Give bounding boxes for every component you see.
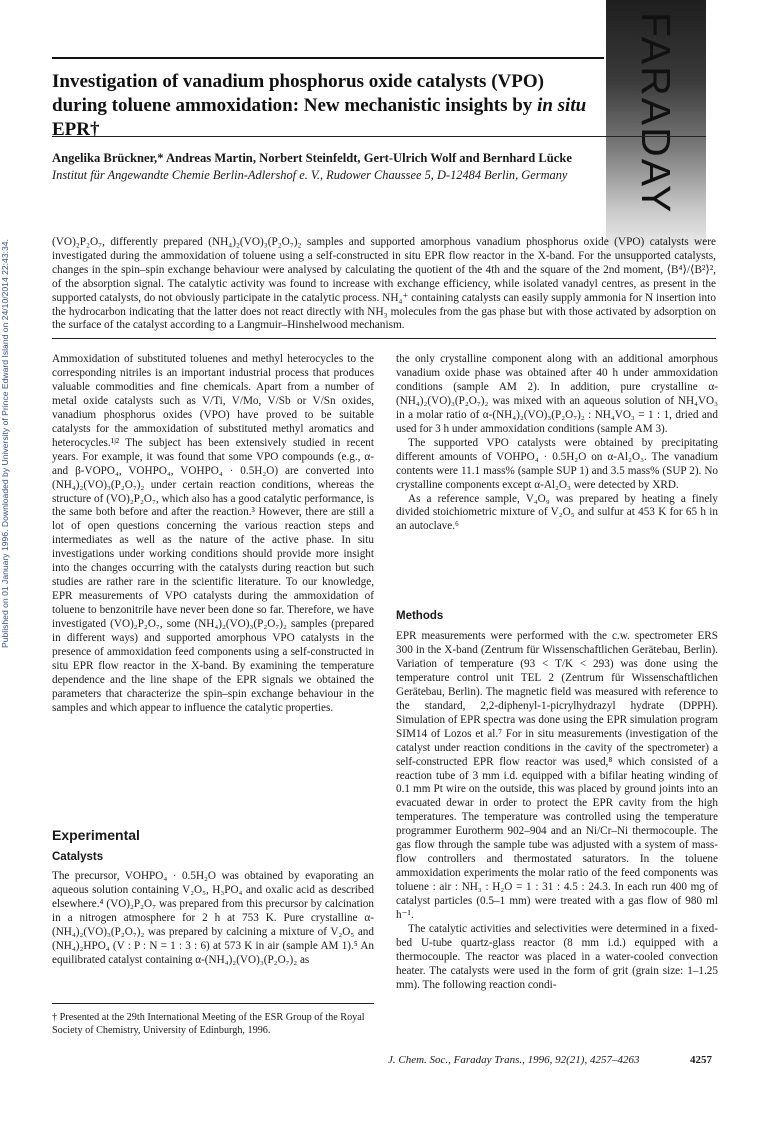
page-number: 4257 [690,1054,712,1066]
intro-paragraph: Ammoxidation of substituted toluenes and methyl heterocycles to the corresponding nitriles is an important industrial process that produces valuable commodities and fine chemicals. Apart from a number of metal oxide catalysts such as V/Ti, V/Mo, V/Sb or V/Sn oxides, vanadium phosphorus oxides (VPO) have proved to be suitable catalysts for the ammoxidation of substituted methyl aromatics and heterocycles.¹ʲ² The subject has been extensively studied in recent years. For example, it was found that some VPO compounds (e.g., α- and β-VOPO₄, VOHPO₄, VOHPO₄ · 0.5H₂O) are converted into (NH₄)₂(VO)₃(P₂O₇)₂ under certain reaction conditions, whereas the structure of (VO)₂P₂O₇, which also has a good catalytic performance, is the same both before and after the reaction.³ However, there are still a lot of open questions concerning the various reaction steps and intermediates as well as the nature of the active phase. In situ investigations under working conditions should provide more insight into the changes occurring with the catalysts during reaction but such studies are rather rare in the scientific literature. To our knowledge, EPR measurements of VPO catalysts during the ammoxidation of toluene to benzonitrile have never been done so far. Therefore, we have investigated (VO)₂P₂O₇, some (NH₄)₂(VO)₃(P₂O₇)₂ samples (prepared in different ways) and supported amorphous VPO catalysts in the presence of ammoxidation feed components using a self-constructed in situ EPR flow reactor in the X-band. By examining the temperature dependence and the line shape of the EPR signals we obtained the parameters that characterize the spin–spin exchange behaviour in the samples and which appear to influence the catalytic properties. [52,353,374,714]
journal-tab-label: FARADAY [633,12,679,215]
catalysts-paragraph: The precursor, VOHPO₄ · 0.5H₂O was obtained by evaporating an aqueous solution containing V₂O₅, H₃PO₄ and oxalic acid as described elsewhere.⁴ (VO)₂P₂O₇ was prepared from this precursor by calcination in a nitrogen atmosphere for 2 h at 753 K. Pure crystalline α-(NH₄)₂(VO)₃(P₂O₇)₂ was prepared by calcining a mixture of V₂O₅ and (NH₄)₂HPO₄ (V : P : N = 1 : 3 : 6) at 573 K in air (sample AM 1).⁵ An equilibrated catalyst containing α-(NH₄)₂(VO)₃(P₂O₇)₂ as [52,870,374,966]
reference-paragraph: As a reference sample, V₄O₉ was prepared by heating a finely divided stoichiometric mixture of V₂O₅ and sulfur at 453 K for 65 h in an autoclave.⁶ [396,492,718,533]
title-end: EPR† [52,119,100,140]
samples-paragraph: the only crystalline component along with an additional amorphous vanadium oxide phase was obtained after 40 h under ammoxidation conditions (sample AM 2). In addition, pure crystalline α-(NH₄)₂(VO)₃(P₂O₇)₂ was mixed with an aqueous solution of NH₄VO₃ in a molar ratio of α-(NH₄)₂(VO)₃(P₂O₇)₂ : NH₄VO₃ = 1 : 1, dried and used for 3 h under ammoxidation conditions (sample AM 3). [396,353,718,435]
methods-paragraph: EPR measurements were performed with the c.w. spectrometer ERS 300 in the X-band (Zentrum für Wissenschaftlichen Gerätebau, Berlin). Variation of temperature (93 < T/K < 293) was done using the temperature control unit TEL 2 (Zentrum für Wissenschaftlichen Gerätebau, Berlin). The magnetic field was measured with reference to the standard, 2,2-diphenyl-1-picrylhydrazyl hydrate (DPPH). Simulation of EPR spectra was done using the EPR simulation program SIM14 of Lozos et al.⁷ For in situ measurements (investigation of the catalyst under reaction conditions in the cavity of the spectrometer) a self-constructed EPR flow reactor was used,⁸ which consisted of a reaction tube of 3 mm i.d. equipped with a bifilar heating winding of 0.1 mm Pt wire on the outside, this was placed by ground joints into an evacuated dewar in order to protect the EPR cavity from the high temperatures. The temperature was controlled using the temperature programmer Eurotherm 902–904 and an Ni/Cr–Ni thermocouple. The gas flow through the sample tube was adjusted with a system of mass-flow controllers and thermostated saturators. In the toluene ammoxidation experiments the molar ratio of the feed components was toluene : air : NH₃ : H₂O = 1 : 31 : 4.5 : 24.3. In each run 400 mg of catalyst particles (0.5–1 mm) were treated with a gas flow of 980 ml h⁻¹. [396,630,718,922]
download-watermark: Published on 01 January 1996. Downloaded by University of Prince Edward Island on 24/10/2014 22:43:34. [0,239,10,649]
faraday-journal-tab [606,0,706,268]
top-rule [52,57,604,59]
catalysts-column [52,870,374,968]
supported-paragraph: The supported VPO catalysts were obtained by precipitating different amounts of VOHPO₄ · 0.5H₂O on α-Al₂O₃. The vanadium contents were 11.1 mass% (sample SUP 1) and 3.5 mass% (SUP 2). No crystalline components except α-Al₂O₃ were detected by XRD. [396,436,718,491]
footnote: † Presented at the 29th International Meeting of the ESR Group of the Royal Society of Chemistry, University of Edinburgh, 1996. [52,1012,365,1036]
article-title [52,70,592,142]
section-heading-experimental: Experimental [52,827,140,843]
activity-paragraph: The catalytic activities and selectivities were determined in a fixed-bed U-tube quartz-glass reactor (8 mm i.d.) equipped with a thermocouple. The reactor was placed in a water-cooled convection heater. The catalysts were used in the form of grit (grain size: 1–1.25 mm). The following reaction condi- [396,923,718,991]
title-main: Investigation of vanadium phosphorus oxide catalysts (VPO) during toluene ammoxidation: New mechanistic insights by [52,71,544,116]
subsection-heading-methods: Methods [396,610,444,622]
left-column [52,353,374,716]
abstract-rule [52,338,716,339]
abstract: (VO)₂P₂O₇, differently prepared (NH₄)₂(VO)₃(P₂O₇)₂ samples and supported amorphous vanadium phosphorus oxide (VPO) catalysts were investigated during the ammoxidation of toluene using a self-constructed in situ EPR flow reactor in the X-band. For the unsupported catalysts, changes in the spin–spin exchange behaviour were analysed by calculating the quotient of the 4th and the square of the 2nd moment, ⟨B⁴⟩/⟨B²⟩², of the absorption signal. The catalytic activity was found to increase with exchange efficiency, while isolated vanadyl centres, as present in the supported catalysts, do not obviously participate in the catalytic process. NH₄⁺ containing catalysts can easily supply ammonia for N insertion into the hydrocarbon indicating that the latter does not react directly with NH₃ molecules from the gas phase but with those activated by adsorption on the surface of the catalyst according to a Langmuir–Hinshelwood mechanism. [52,236,716,332]
subsection-heading-catalysts: Catalysts [52,851,104,863]
title-rule [52,136,706,137]
affiliation: Institut für Angewandte Chemie Berlin-Adlershof e. V., Rudower Chaussee 5, D-12484 Berlin, Germany [52,168,568,182]
author-list: Angelika Brückner,* Andreas Martin, Norbert Steinfeldt, Gert-Ulrich Wolf and Bernhard Lücke [52,151,572,165]
right-column-methods [396,630,718,993]
right-column-top [396,353,718,534]
footnote-rule [52,1003,374,1004]
title-italic: in situ [537,95,587,116]
journal-citation: J. Chem. Soc., Faraday Trans., 1996, 92(21), 4257–4263 [388,1054,640,1066]
